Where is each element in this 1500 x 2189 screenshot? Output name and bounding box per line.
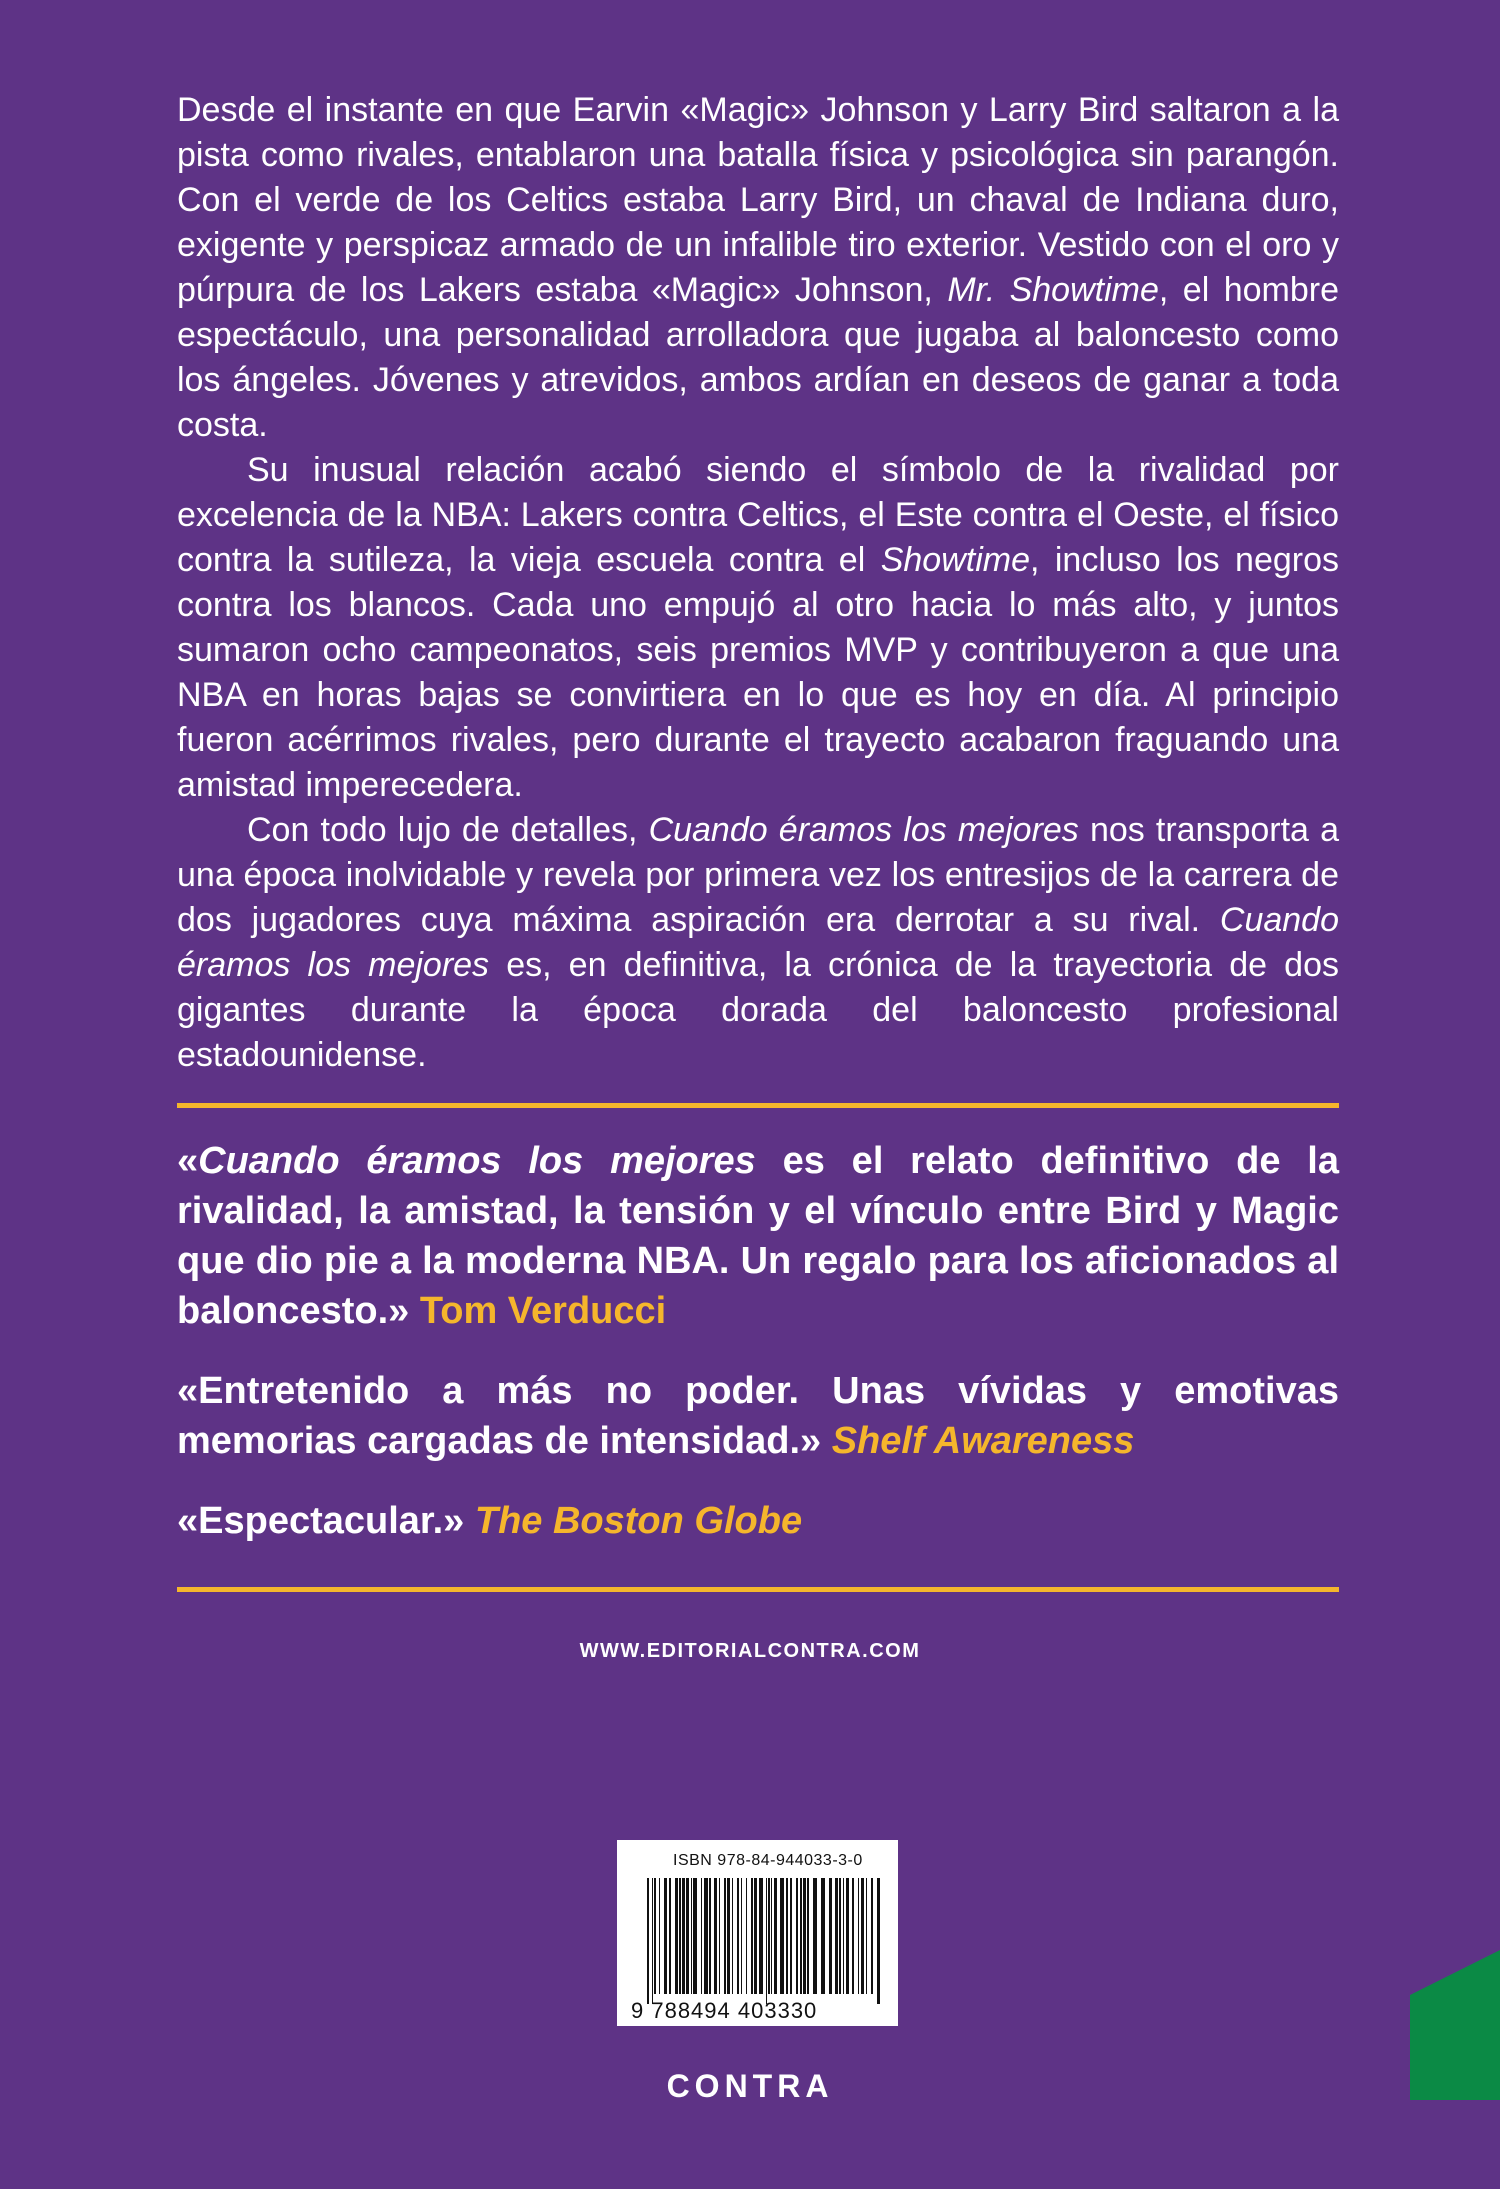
- synopsis-paragraph-1: Desde el instante en que Earvin «Magic» Johnson y Larry Bird saltaron a la pista como rivales, entablaron una batalla física y psicológica sin parangón. Con el verde de los Celtics estaba Larry Bird, un chaval de Indiana duro, exigente y perspicaz armado de un infalible tiro exterior. Vestido con el oro y púrpura de los Lakers estaba «Magic» Johnson, Mr. Showtime, el hombre espectáculo, una personalidad arrolladora que jugaba al baloncesto como los ángeles. Jóvenes y atrevidos, ambos ardían en deseos de ganar a toda costa.: [177, 91, 1339, 444]
- quote-text: «Espectacular.»: [177, 1500, 475, 1542]
- review-quote: [177, 1366, 1339, 1466]
- synopsis: [177, 88, 1339, 1078]
- publisher-logo: CONTRA: [666, 2068, 834, 2104]
- divider-top: [177, 1103, 1339, 1108]
- review-quotes: [177, 1136, 1339, 1576]
- synopsis-paragraph-3: Con todo lujo de detalles, Cuando éramos los mejores nos transporta a una época inolvidable y revela por primera vez los entresijos de la carrera de dos jugadores cuya máxima aspiración era derrotar a su rival. Cuando éramos los mejores es, en definitiva, la crónica de la trayectoria de dos gigantes durante la época dorada del baloncesto profesional estadounidense.: [177, 811, 1339, 1074]
- quote-text: «Entretenido a más no poder. Unas vívidas y emotivas memorias cargadas de intensidad.»: [177, 1370, 1339, 1462]
- synopsis-paragraph-2: Su inusual relación acabó siendo el símbolo de la rivalidad por excelencia de la NBA: Lakers contra Celtics, el Este contra el Oeste, el físico contra la sutileza, la vieja escuela contra el Showtime, incluso los negros contra los blancos. Cada uno empujó al otro hacia lo más alto, y juntos sumaron ocho campeonatos, seis premios MVP y contribuyeron a que una NBA en horas bajas se convirtiera en lo que es hoy en día. Al principio fueron acérrimos rivales, pero durante el trayecto acabaron fraguando una amistad imperecedera.: [177, 451, 1340, 804]
- green-ribbon-icon: [1410, 1950, 1500, 2100]
- isbn-barcode: [617, 1840, 898, 2026]
- quote-source: The Boston Globe: [474, 1500, 803, 1542]
- quote-source: Tom Verducci: [419, 1290, 667, 1332]
- isbn-digits: 9 788494 403330: [631, 1998, 818, 2023]
- quote-text: «Cuando éramos los mejores es el relato definitivo de la rivalidad, la amistad, la tensión y el vínculo entre Bird y Magic que dio pie a la moderna NBA. Un regalo para los aficionados al baloncesto.»: [177, 1140, 1339, 1332]
- isbn-label: ISBN 978-84-944033-3-0: [673, 1852, 863, 1869]
- review-quote: [177, 1496, 1339, 1546]
- quote-source: Shelf Awareness: [831, 1420, 1135, 1462]
- publisher-website: WWW.EDITORIALCONTRA.COM: [579, 1640, 921, 1662]
- review-quote: [177, 1136, 1339, 1336]
- divider-bottom: [177, 1587, 1339, 1592]
